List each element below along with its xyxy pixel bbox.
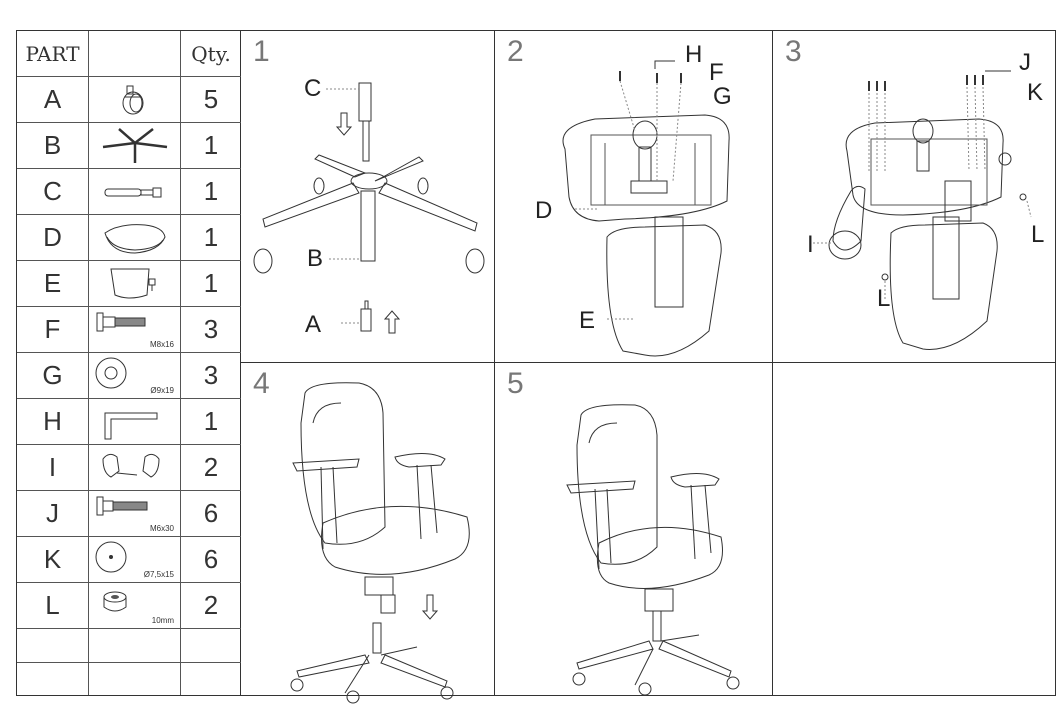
table-row xyxy=(17,491,241,537)
part-letter: L xyxy=(17,583,89,628)
part-size: 10mm xyxy=(151,616,174,625)
part-size: Ø7,5x15 xyxy=(143,570,174,579)
part-size: M8x16 xyxy=(149,340,174,349)
label-h: H xyxy=(685,41,703,68)
armrest-icon xyxy=(89,445,181,491)
part-qty: 5 xyxy=(203,84,219,114)
step-2-panel xyxy=(495,31,773,363)
part-size: Ø9x19 xyxy=(150,386,174,395)
header-part: PART xyxy=(17,31,89,76)
step-3-panel xyxy=(773,31,1055,363)
table-row xyxy=(17,77,241,123)
table-row xyxy=(17,353,241,399)
backrest-icon xyxy=(89,261,181,307)
parts-table-header xyxy=(17,31,241,77)
label-l: L xyxy=(1031,221,1045,248)
table-row xyxy=(17,537,241,583)
step-number: 3 xyxy=(785,35,802,68)
part-letter: J xyxy=(17,491,89,536)
step-5-illustration xyxy=(495,363,773,695)
part-qty: 3 xyxy=(203,360,219,390)
part-qty: 2 xyxy=(203,452,219,482)
part-letter: B xyxy=(17,123,89,168)
label-j: J xyxy=(1019,49,1031,76)
table-row xyxy=(17,169,241,215)
part-qty: 6 xyxy=(203,498,219,528)
seat-cushion-icon xyxy=(89,215,181,261)
step-number: 4 xyxy=(253,367,270,400)
step-number: 1 xyxy=(253,35,270,68)
part-letter: F xyxy=(17,307,89,352)
step-4-illustration xyxy=(241,363,495,695)
part-letter: H xyxy=(17,399,89,444)
header-image xyxy=(89,31,181,76)
gas-cylinder-icon xyxy=(89,169,181,215)
step-5-panel xyxy=(495,363,773,695)
step-number: 2 xyxy=(507,35,524,68)
part-size: M6x30 xyxy=(149,524,174,533)
label-a: A xyxy=(305,311,322,338)
star-base-icon xyxy=(89,123,181,169)
table-row xyxy=(17,399,241,445)
table-row-empty xyxy=(17,629,241,663)
part-qty: 1 xyxy=(203,130,219,160)
label-i: I xyxy=(807,231,814,258)
header-qty: Qty. xyxy=(191,41,231,66)
label-d: D xyxy=(535,197,553,224)
table-row xyxy=(17,123,241,169)
part-qty: 1 xyxy=(203,268,219,298)
part-letter: I xyxy=(17,445,89,490)
label-b: B xyxy=(307,245,324,272)
table-row-empty xyxy=(17,663,241,695)
step-number: 5 xyxy=(507,367,524,400)
table-row xyxy=(17,261,241,307)
part-letter: K xyxy=(17,537,89,582)
empty-panel xyxy=(773,363,1055,695)
table-row xyxy=(17,307,241,353)
part-qty: 3 xyxy=(203,314,219,344)
part-letter: E xyxy=(17,261,89,306)
label-g: G xyxy=(713,83,732,110)
part-letter: A xyxy=(17,77,89,122)
part-qty: 6 xyxy=(203,544,219,574)
part-letter: C xyxy=(17,169,89,214)
step-1-illustration xyxy=(241,31,495,363)
part-qty: 2 xyxy=(203,590,219,620)
part-qty: 1 xyxy=(203,176,219,206)
label-l: L xyxy=(877,285,891,312)
table-row xyxy=(17,445,241,491)
table-row xyxy=(17,215,241,261)
part-letter: D xyxy=(17,215,89,260)
table-row xyxy=(17,583,241,629)
caster-wheel-icon xyxy=(89,77,181,123)
label-f: F xyxy=(709,59,724,86)
step-3-illustration xyxy=(773,31,1055,363)
assembly-sheet xyxy=(16,30,1056,696)
step-1-panel xyxy=(241,31,495,363)
part-qty: 1 xyxy=(203,222,219,252)
part-qty: 1 xyxy=(203,406,219,436)
parts-table xyxy=(17,31,241,695)
step-4-panel xyxy=(241,363,495,695)
label-k: K xyxy=(1027,79,1044,106)
label-c: C xyxy=(304,75,322,102)
allen-key-icon xyxy=(89,399,181,445)
part-letter: G xyxy=(17,353,89,398)
label-e: E xyxy=(579,307,596,334)
